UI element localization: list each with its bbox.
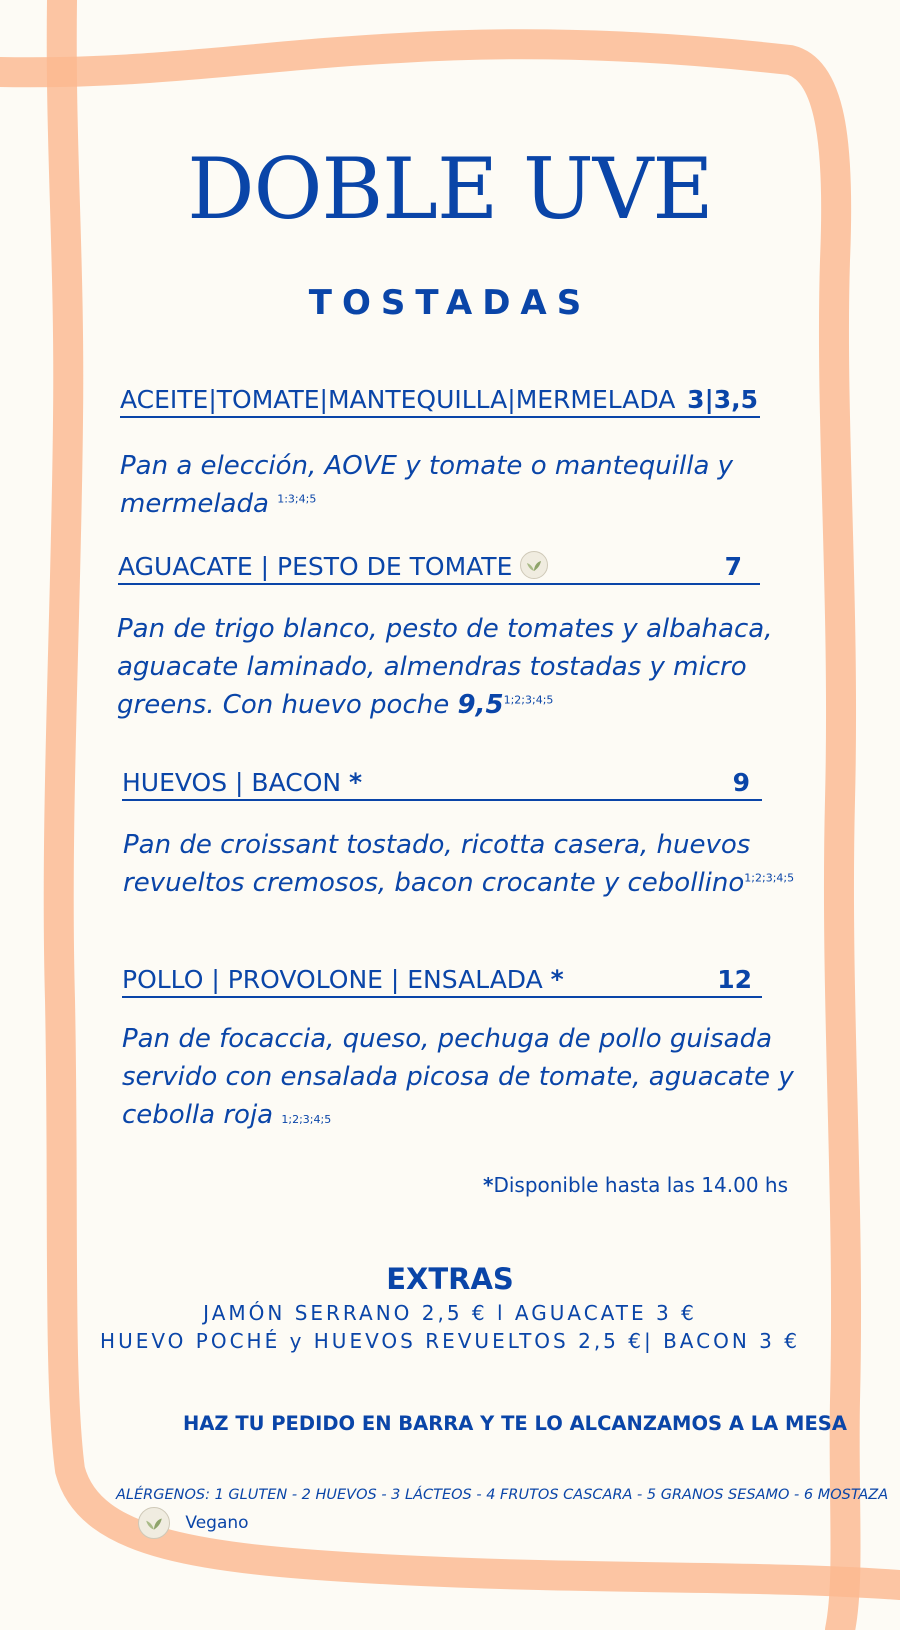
restaurant-title: DOBLE UVE: [187, 140, 713, 238]
leaf-icon: [520, 551, 548, 579]
allergen-codes: 1;2;3;4;5: [744, 871, 795, 885]
extras-line-2: HUEVO POCHÉ y HUEVOS REVUELTOS 2,5 €| BACON 3 €: [100, 1329, 800, 1353]
item-name: ACEITE|TOMATE|MANTEQUILLA|MERMELADA: [120, 385, 676, 414]
egg-price: 9,5: [457, 690, 504, 720]
availability-note: *Disponible hasta las 14.00 hs: [482, 1173, 788, 1197]
leaf-icon: [138, 1507, 170, 1539]
allergen-legend: ALÉRGENOS: 1 GLUTEN - 2 HUEVOS - 3 LÁCTEOS - 4 FRUTOS CASCARA - 5 GRANOS SESAMO - 6 MOSTAZA: [116, 1487, 889, 1503]
item-price: 12: [717, 965, 752, 994]
item-description: Pan de croissant tostado, ricotta casera, huevos revueltos cremosos, bacon crocante y cebollino$^{1;2;3;4;5}$: [123, 830, 795, 898]
menu-item-huevos: [122, 768, 762, 801]
menu-item-aguacate: [118, 552, 760, 585]
menu-item-pollo: [122, 965, 762, 998]
item-name: AGUACATE | PESTO DE TOMATE: [118, 552, 513, 581]
vegan-label: Vegano: [185, 1513, 249, 1533]
vegan-legend: [138, 1507, 249, 1539]
item-name: POLLO | PROVOLONE | ENSALADA: [122, 965, 543, 994]
item-description: Pan de trigo blanco, pesto de tomates y albahaca, aguacate laminado, almendras tostadas y micro greens. Con huevo poche 9,5$^{1;2;3;4;5}$: [117, 614, 773, 720]
allergen-codes: 1;2;3;4;5: [281, 1113, 332, 1126]
availability-asterisk: *: [550, 965, 564, 994]
item-price: 3|3,5: [687, 385, 758, 414]
extras-title: EXTRAS: [386, 1262, 514, 1296]
allergen-codes: 1:3;4;5: [277, 492, 317, 506]
section-heading: TOSTADAS: [308, 283, 592, 323]
extras-line-1: JAMÓN SERRANO 2,5 € l AGUACATE 3 €: [203, 1301, 697, 1325]
item-description: Pan de focaccia, queso, pechuga de pollo guisada servido con ensalada picosa de tomate, aguacate y cebolla roja 1;2;3;4;5: [122, 1024, 794, 1130]
order-note: HAZ TU PEDIDO EN BARRA Y TE LO ALCANZAMOS A LA MESA: [183, 1412, 847, 1435]
item-description: Pan a elección, AOVE y tomate o mantequilla y mermelada $^{1:3;4;5}$: [120, 451, 734, 519]
allergen-codes: 1;2;3;4;5: [503, 693, 554, 707]
item-price: 9: [732, 768, 750, 797]
menu-item-aceite: [120, 385, 760, 418]
availability-asterisk: *: [349, 768, 363, 797]
item-name: HUEVOS | BACON: [122, 768, 342, 797]
item-price: 7: [724, 552, 742, 581]
